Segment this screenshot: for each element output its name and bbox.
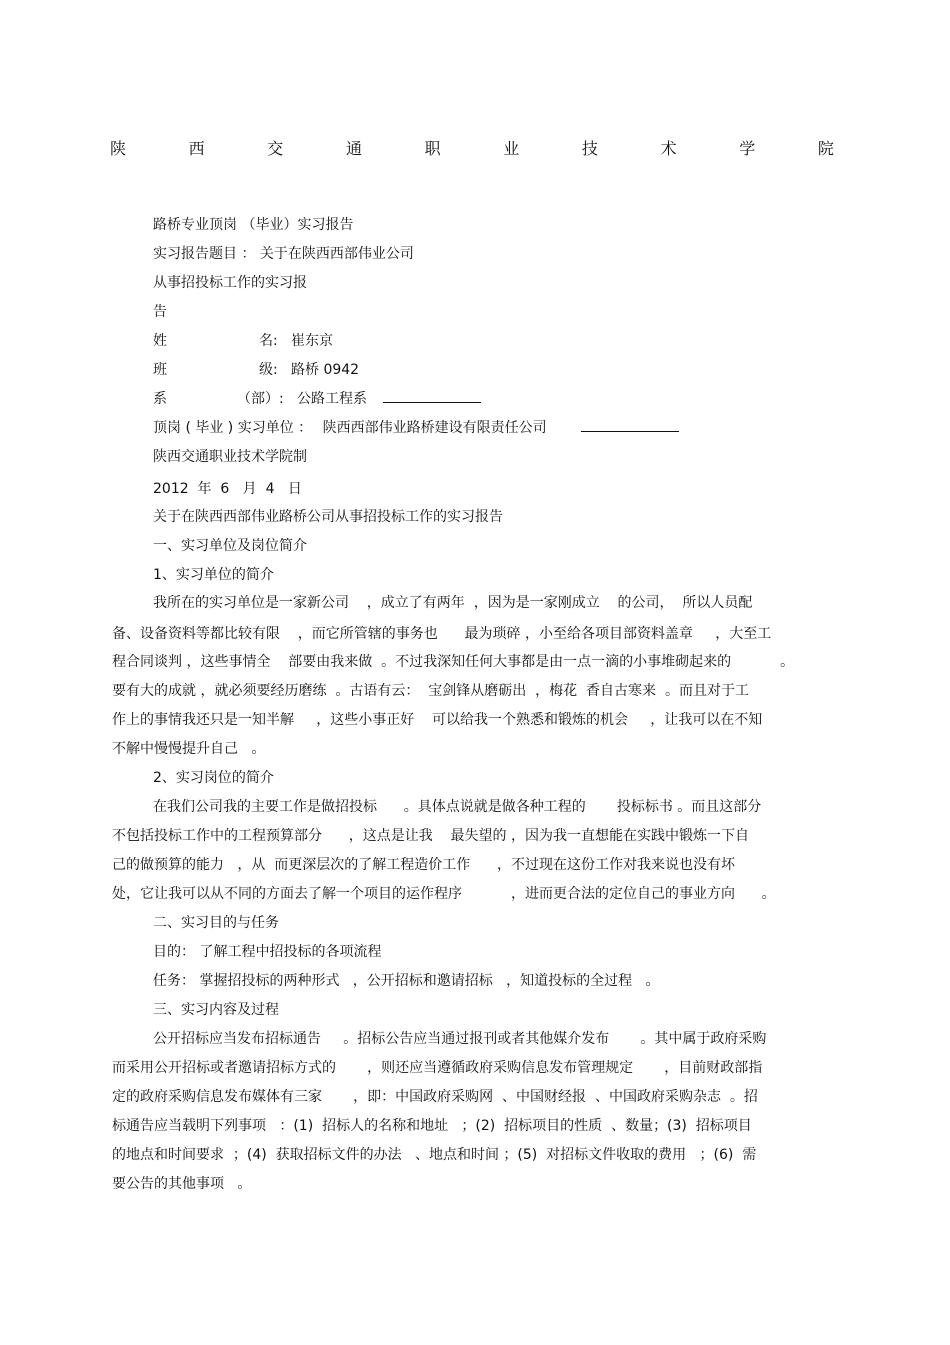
title-char: 职 bbox=[424, 139, 441, 158]
paragraph-line: 不包括投标工作中的工程预算部分 ，这点是让我 最失望的 ，因为我一直想能在实践中锻炼一下自 bbox=[112, 828, 749, 844]
paragraph-line: 不解中慢慢提升自己 。 bbox=[112, 741, 266, 757]
class-row bbox=[153, 361, 359, 379]
blank-underline bbox=[383, 390, 481, 403]
subsection-heading: 1、实习单位的简介 bbox=[153, 567, 274, 583]
task-line: 任务： 掌握招投标的两种形式 ，公开招标和邀请招标 ，知道投标的全过程 。 bbox=[153, 973, 660, 989]
dept-label: （部）: bbox=[237, 391, 284, 407]
cover-line: 从事招投标工作的实习报 bbox=[153, 275, 307, 291]
paragraph-line: 在我们公司我的主要工作是做招投标 。具体点说就是做各种工程的 投标标书 。而且这部分 bbox=[153, 799, 762, 815]
section-heading: 三、实习内容及过程 bbox=[153, 1002, 279, 1018]
maker-line: 陕西交通职业技术学院制 bbox=[153, 449, 307, 465]
blank-underline bbox=[581, 419, 679, 432]
dept-value: 公路工程系 bbox=[297, 391, 367, 407]
section-heading: 二、实习目的与任务 bbox=[153, 915, 279, 931]
unit-value: 陕西西部伟业路桥建设有限责任公司 bbox=[322, 420, 547, 436]
subsection-heading: 2、实习岗位的简介 bbox=[153, 770, 274, 786]
title-char: 交 bbox=[267, 139, 284, 158]
cover-line: 实习报告题目 ： 关于在陕西西部伟业公司 bbox=[153, 246, 414, 262]
title-char: 学 bbox=[739, 139, 756, 158]
name-label: 姓 bbox=[153, 333, 167, 349]
title-char: 通 bbox=[345, 139, 362, 158]
student-name: 崔东京 bbox=[291, 333, 333, 349]
paragraph-line: 公开招标应当发布招标通告 。招标公告应当通过报刊或者其他媒介发布 。其中属于政府采购 bbox=[153, 1031, 767, 1047]
paragraph-line: 标通告应当载明下列事项 ：(1) 招标人的名称和地址 ；(2) 招标项目的性质 、数量；(3) 招标项目 bbox=[112, 1118, 752, 1134]
cover-line: 告 bbox=[153, 304, 167, 320]
name-label: 名: bbox=[259, 333, 278, 349]
unit-label: 顶岗 ( 毕业 ) 实习单位 ： bbox=[153, 420, 313, 436]
section-heading: 一、实习单位及岗位简介 bbox=[153, 538, 307, 554]
report-date: 2012 年 6 月 4 日 bbox=[153, 481, 302, 497]
title-char: 技 bbox=[581, 139, 598, 158]
paragraph-line: 处，它让我可以从不同的方面去了解一个项目的运作程序 ，进而更合法的定位自己的事业方向 。 bbox=[112, 886, 776, 902]
paragraph-line: 备、设备资料等都比较有限 ，而它所管辖的事务也 最为琐碎 ，小至给各项目部资料盖章 ，大至工 bbox=[112, 626, 772, 642]
title-char: 术 bbox=[660, 139, 677, 158]
title-char: 业 bbox=[503, 139, 520, 158]
report-title: 关于在陕西西部伟业路桥公司从事招投标工作的实习报告 bbox=[153, 509, 503, 525]
class-value: 路桥 0942 bbox=[291, 362, 360, 378]
title-char: 西 bbox=[188, 139, 205, 158]
class-label: 班 bbox=[153, 362, 167, 378]
paragraph-line: 要有大的成就 ，就必须要经历磨练 。古语有云： 宝剑锋从磨砺出 ，梅花 香自古寒来 。而且对于工 bbox=[112, 683, 749, 699]
paragraph-line: 定的政府采购信息发布媒体有三家 ，即：中国政府采购网 、中国财经报 、中国政府采购杂志 。招 bbox=[112, 1089, 758, 1105]
department-row bbox=[153, 390, 481, 408]
title-char: 陕 bbox=[109, 139, 126, 158]
internship-unit-row bbox=[153, 419, 679, 437]
paragraph-line: 作上的事情我还只是一知半解 ，这些小事正好 可以给我一个熟悉和锻炼的机会 ，让我可以在不知 bbox=[112, 712, 763, 728]
dept-label: 系 bbox=[153, 391, 167, 407]
paragraph-line: 我所在的实习单位是一家新公司 ，成立了有两年 ，因为是一家刚成立 的公司， 所以人员配 bbox=[153, 595, 753, 611]
paragraph-line: 己的做预算的能力 ，从 而更深层次的了解工程造价工作 ，不过现在这份工作对我来说也没有坏 bbox=[112, 857, 735, 873]
cover-line: 路桥专业顶岗 （毕业）实习报告 bbox=[153, 217, 354, 233]
title-char: 院 bbox=[817, 139, 834, 158]
paragraph-line: 程合同谈判 ，这些事情全 部要由我来做 。不过我深知任何大事都是由一点一滴的小事堆砌起来的 。 bbox=[112, 654, 795, 670]
paragraph-line: 要公告的其他事项 。 bbox=[112, 1176, 252, 1192]
paragraph-line: 而采用公开招标或者邀请招标方式的 ，则还应当遵循政府采购信息发布管理规定 ，目前财政部指 bbox=[112, 1060, 763, 1076]
paragraph-line: 的地点和时间要求 ；(4) 获取招标文件的办法 、地点和时间 ；(5) 对招标文件收取的费用 ；(6) 需 bbox=[112, 1147, 757, 1163]
student-name-row bbox=[153, 332, 333, 350]
college-title bbox=[108, 136, 836, 159]
class-label: 级: bbox=[259, 362, 278, 378]
goal-line: 目的： 了解工程中招投标的各项流程 bbox=[153, 944, 382, 960]
